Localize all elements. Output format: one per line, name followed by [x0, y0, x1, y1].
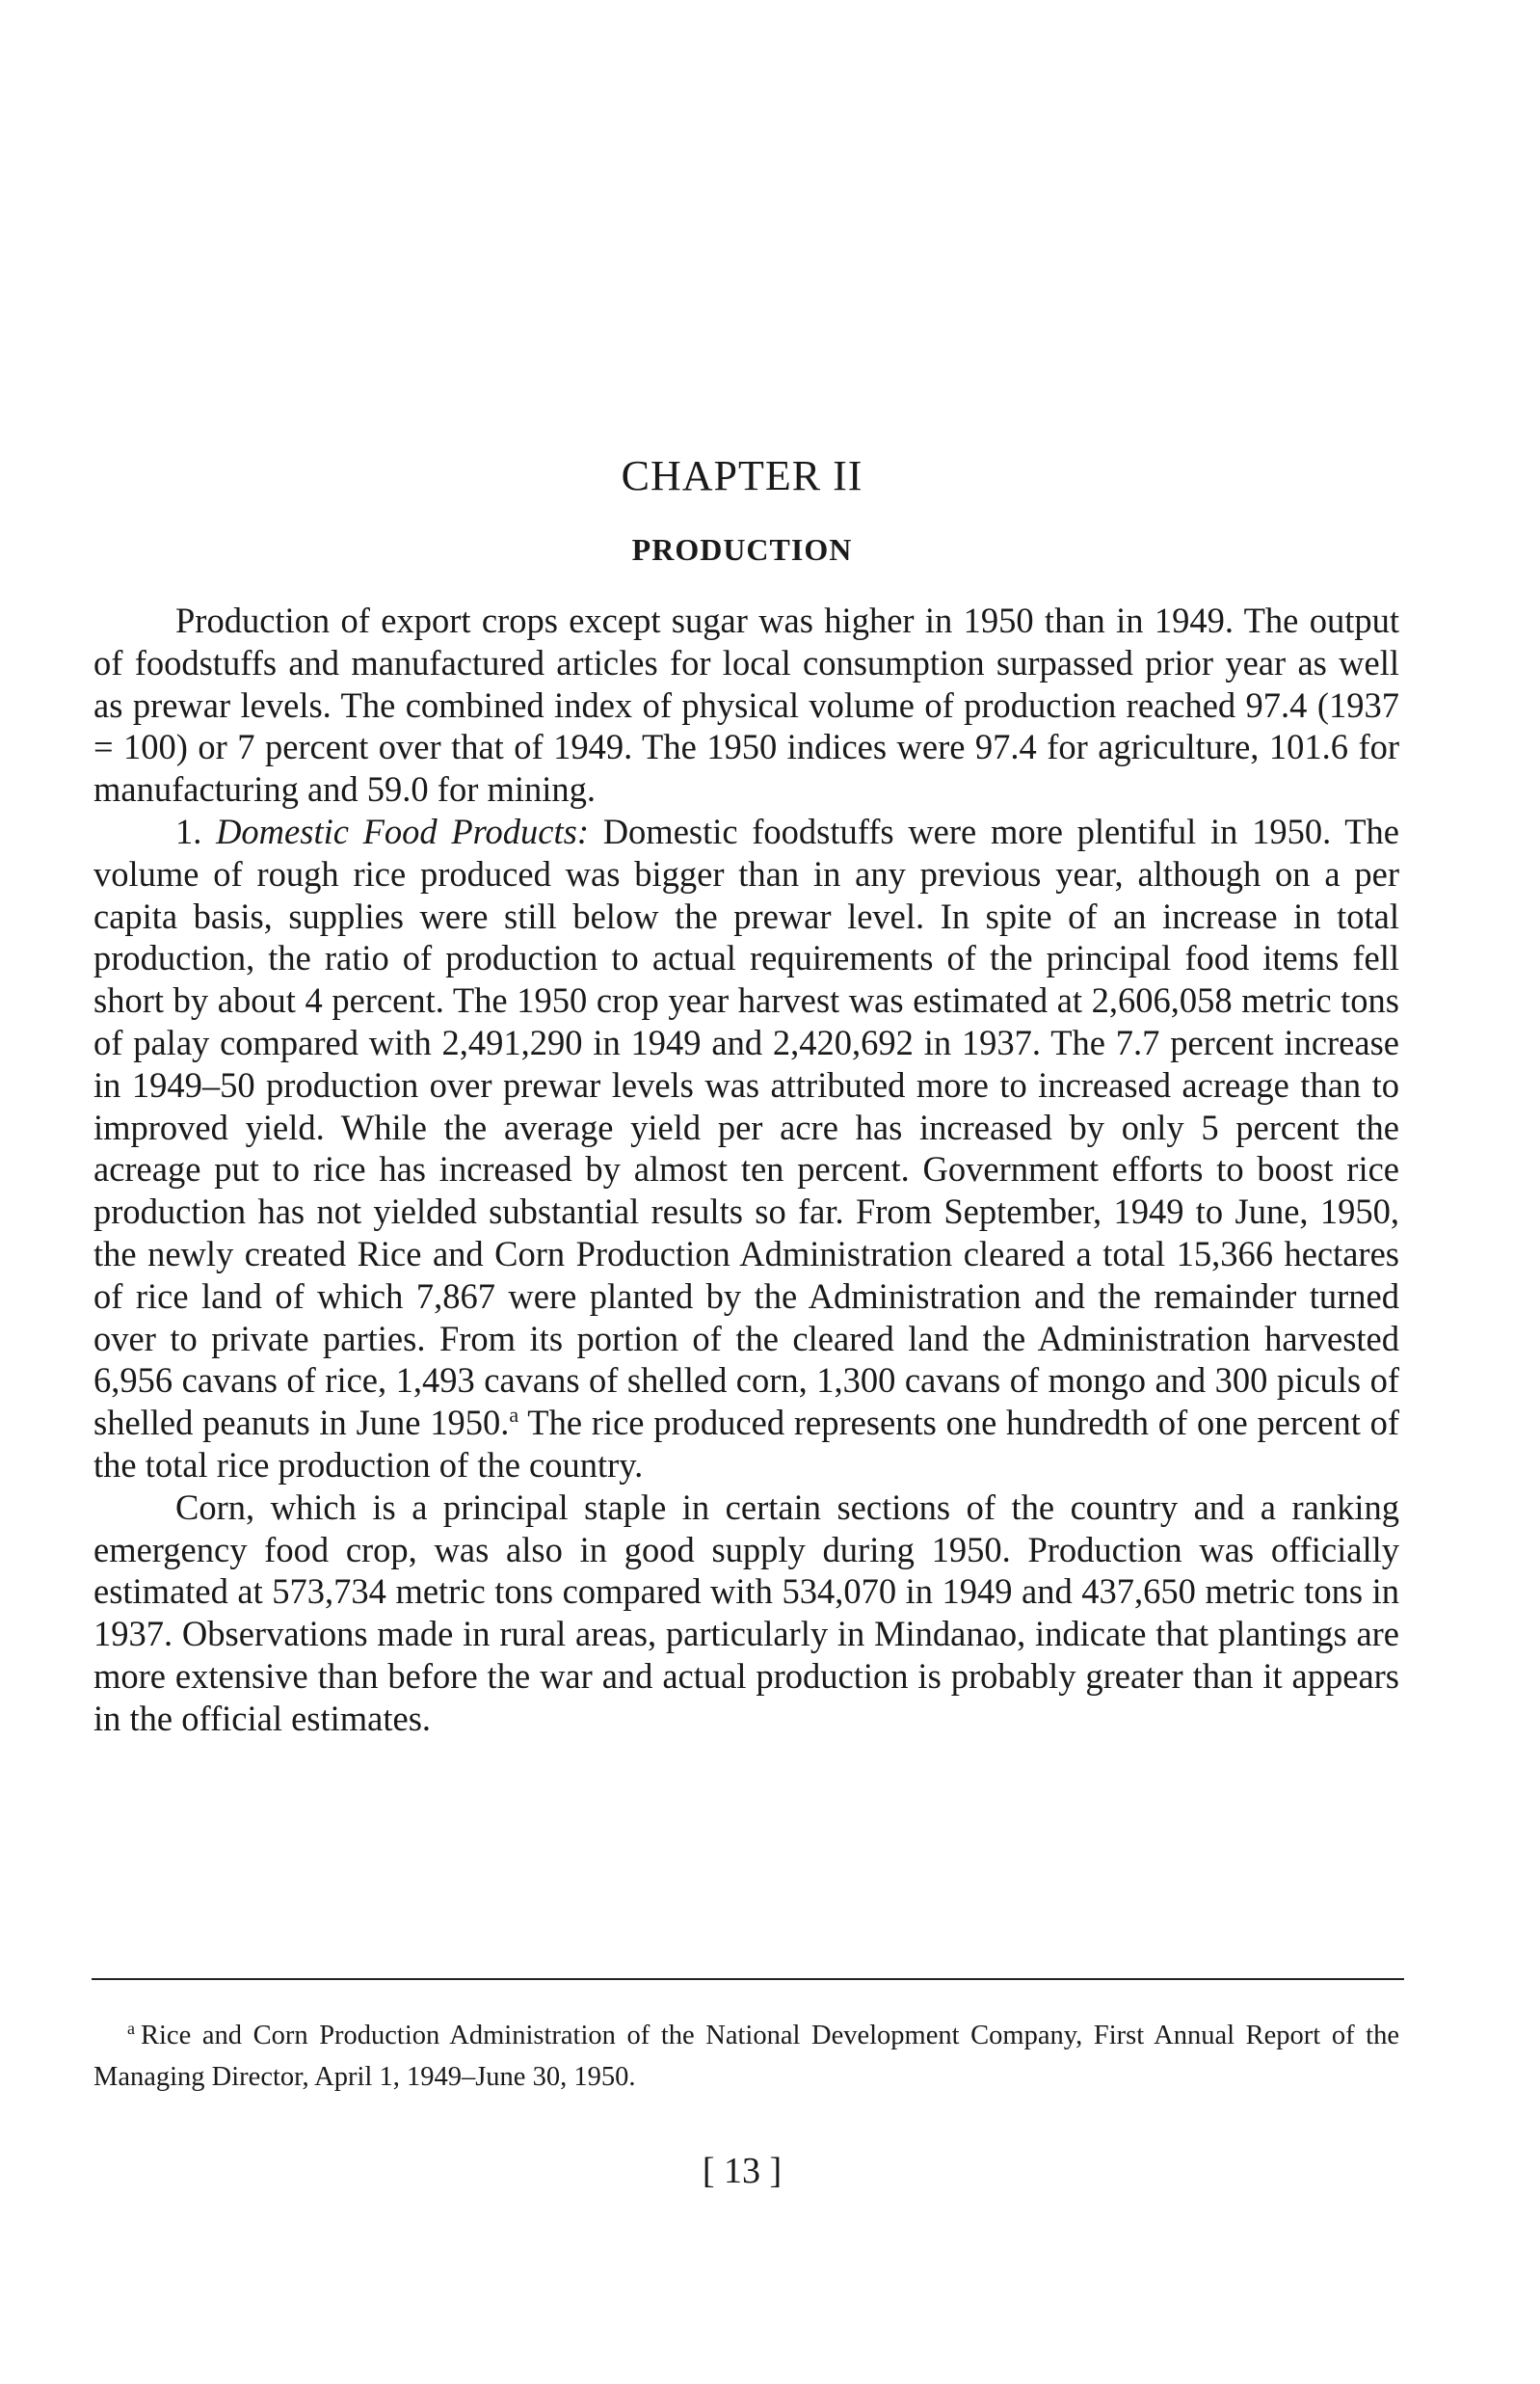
- paragraph-heading: Domestic Food Products:: [216, 811, 589, 851]
- paragraph-corn: [93, 1487, 1399, 1740]
- section-title: PRODUCTION: [631, 532, 853, 567]
- footnote-reference: a: [509, 1402, 519, 1427]
- page-number: [ 13 ]: [702, 2151, 783, 2191]
- footnote-text: Rice and Corn Production Administration of the National Development Company, First Annual Report of the Managing Director, April 1, 1949–June 30, 1950.: [93, 2021, 1399, 2092]
- footnote-mark: a: [127, 2018, 135, 2038]
- footnote: [93, 2015, 1399, 2098]
- paragraph-domestic-food: [93, 811, 1399, 1487]
- body-text: [93, 600, 1399, 1740]
- chapter-title: CHAPTER II: [621, 452, 863, 499]
- paragraph-domestic-food-text: Domestic foodstuffs were more plentiful in 1950. The volume of rough rice produced was bigger than in any previous year, although on a per capita basis, supplies were still below the prewar level. In spite of an increase in total production, the ratio of production to actual requirements of the principal food items fell short by about 4 percent. The 1950 crop year harvest was estimated at 2,606,058 metric tons of palay compared with 2,491,290 in 1949 and 2,420,692 in 1937. The 7.7 percent increase in 1949–50 production over prewar levels was attributed more to increased acreage than to improved yield. While the average yield per acre has increased by only 5 percent the acreage put to rice has increased by almost ten percent. Government efforts to boost rice production has not yielded substantial results so far. From September, 1949 to June, 1950, the newly created Rice and Corn Production Administration cleared a total 15,366 hectares of rice land of which 7,867 were planted by the Administration and the remainder turned over to private parties. From its portion of the cleared land the Administration harvested 6,956 cavans of rice, 1,493 cavans of shelled corn, 1,300 cavans of mongo and 300 piculs of shelled peanuts in June 1950.: [93, 811, 1400, 1443]
- paragraph-intro-text: Production of export crops except sugar was higher in 1950 than in 1949. The output of foodstuffs and manufactured articles for local consumption surpassed prior year as well as prewar levels. The combined index of physical volume of production reached 97.4 (1937 = 100) or 7 percent over that of 1949. The 1950 indices were 97.4 for agriculture, 101.6 for manufacturing and 59.0 for mining.: [93, 601, 1399, 810]
- paragraph-number: 1.: [175, 811, 202, 851]
- paragraph-domestic-food-tail: The rice produced represents one hundredth of one percent of the total rice production of the country.: [93, 1403, 1400, 1485]
- paragraph-intro: [93, 600, 1399, 811]
- footnote-divider: [92, 1978, 1404, 1980]
- paragraph-corn-text: Corn, which is a principal staple in certain sections of the country and a ranking emergency food crop, was also in good supply during 1950. Production was officially estimated at 573,734 metric tons compared with 534,070 in 1949 and 437,650 metric tons in 1937. Observations made in rural areas, particularly in Mindanao, indicate that plantings are more extensive than before the war and actual production is probably greater than it appears in the official estimates.: [93, 1487, 1399, 1738]
